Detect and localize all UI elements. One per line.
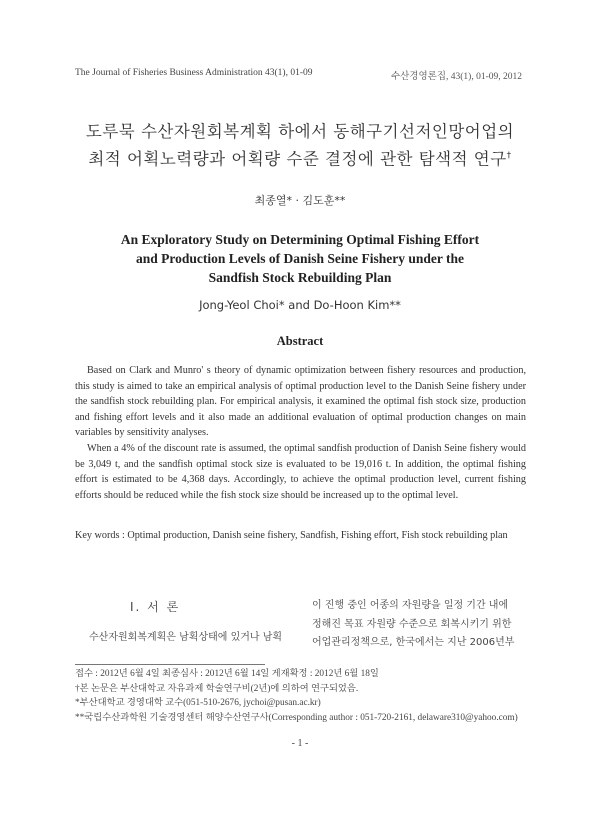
footnote-divider	[75, 664, 265, 665]
journal-header-korean: 수산경영론집, 43(1), 01-09, 2012	[390, 72, 522, 82]
abstract-paragraph-2: When a 4% of the discount rate is assumed, the optimal sandfish production of Danish Seine fishery would be 3,049 t, and the sandfish optimal stock size is evaluated to be 19,016 t. In addition, the optimal fishing effort is estimated to be 4,368 days. Accordingly, to achieve the optimal production level, current fishing efforts should be reduced while the fish stock size should be increased up to the optimal level.	[75, 442, 526, 501]
korean-title-line-2-text: 최적 어획노력량과 어획량 수준 결정에 관한 탐색적 연구	[88, 149, 507, 169]
abstract-heading: Abstract	[276, 334, 324, 348]
journal-header-english: The Journal of Fisheries Business Administration 43(1), 01-09	[75, 68, 313, 78]
right-column-line-1: 이 진행 중인 어종의 자원량을 일정 기간 내에	[312, 600, 509, 611]
english-title	[0, 230, 600, 287]
page-number: - 1 -	[291, 738, 309, 749]
korean-title	[0, 120, 600, 172]
footnote-author-1: *부산대학교 경영대학 교수(051-510-2676, jychoi@pusan.ac.kr)	[75, 698, 321, 708]
section-heading: Ⅰ. 서 론	[130, 600, 181, 614]
english-title-line-2: and Production Levels of Danish Seine Fishery under the	[135, 251, 465, 266]
right-column-text	[312, 597, 528, 653]
korean-title-line-1: 도루묵 수산자원회복계획 하에서 동해구기선저인망어업의	[85, 122, 515, 141]
footnote-dates: 접수 : 2012년 6월 4일 최종심사 : 2012년 6월 14일 게재확정 : 2012년 6월 18일	[75, 669, 379, 679]
footnote-funding: †본 논문은 부산대학교 자유과제 학술연구비(2년)에 의하여 연구되었음.	[75, 683, 359, 694]
abstract-paragraph-1: Based on Clark and Munro' s theory of dynamic optimization between fishery resources and production, this study is aimed to take an empirical analysis of optimal production level to the Danish Seine fishery under the sandfish stock rebuilding plan. For empirical analysis, it examined the optimal fish stock size, production and fishing effort levels and it also made an additional evaluation of optimal production changes on main variables by sensitivity analyses.	[75, 365, 526, 439]
english-title-line-1: An Exploratory Study on Determining Optimal Fishing Effort	[120, 232, 480, 247]
korean-authors: 최종열* · 김도훈**	[254, 194, 346, 207]
footnote-author-2: **국립수산과학원 기술경영센터 해양수산연구사(Corresponding author : 051-720-2161, delaware310@yahoo.com)	[75, 712, 518, 723]
keywords: Key words : Optimal production, Danish seine fishery, Sandfish, Fishing effort, Fish stock rebuilding plan	[75, 530, 508, 541]
right-column-line-2: 정해진 목표 자원량 수준으로 회복시키기 위한	[312, 618, 512, 630]
left-column-text: 수산자원회복계획은 남획상태에 있거나 남획	[89, 632, 283, 643]
right-column-line-3: 어업관리정책으로, 한국에서는 지난 2006년부	[312, 637, 515, 648]
english-authors: Jong-Yeol Choi* and Do-Hoon Kim**	[199, 298, 401, 312]
english-title-line-3: Sandfish Stock Rebuilding Plan	[208, 270, 392, 285]
korean-title-line-2	[0, 144, 600, 172]
footnotes	[75, 667, 545, 725]
title-footnote-mark: †	[506, 151, 512, 161]
abstract-body	[75, 363, 526, 503]
